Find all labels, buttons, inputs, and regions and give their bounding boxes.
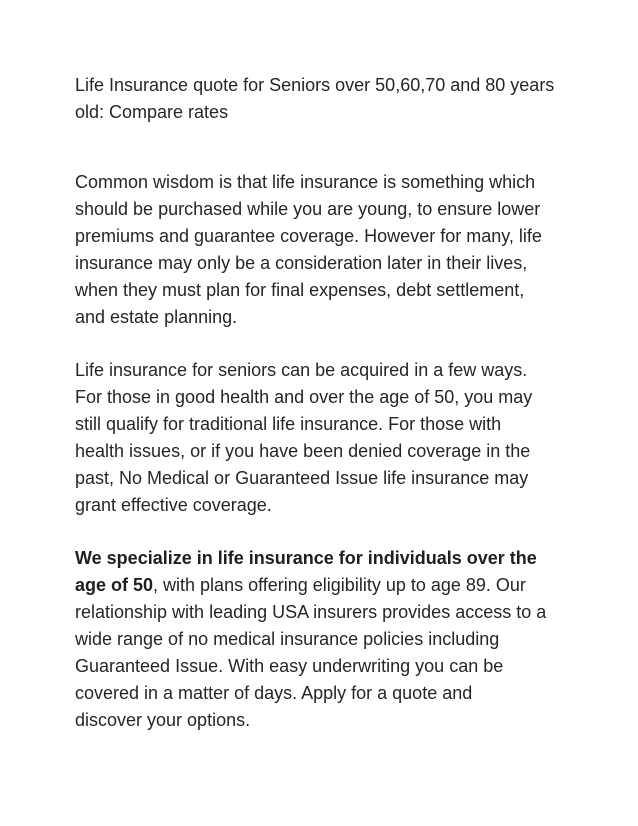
text-segment: old: Compare rates (75, 102, 229, 122)
text-segment: Guaranteed Issue. With easy underwriting you can be (75, 656, 504, 676)
text-segment: should be purchased while you are young, to ensure lower (75, 199, 541, 219)
bold-text-segment: We specialize in life insurance for individuals over the (75, 548, 537, 568)
paragraph-we-specialize (75, 545, 638, 734)
text-segment: grant effective coverage. (75, 495, 272, 515)
paragraph-common-wisdom (75, 169, 638, 331)
text-segment: and estate planning. (75, 307, 238, 327)
text-segment: health issues, or if you have been denied coverage in the (75, 441, 531, 461)
text-segment: when they must plan for final expenses, debt settlement, (75, 280, 525, 300)
text-segment: covered in a matter of days. Apply for a quote and (75, 683, 473, 703)
paragraph-acquisition-ways (75, 357, 638, 519)
text-segment: Life insurance for seniors can be acquired in a few ways. (75, 360, 528, 380)
text-segment: still qualify for traditional life insurance. For those with (75, 414, 502, 434)
text-segment: Common wisdom is that life insurance is something which (75, 172, 536, 192)
text-segment: , with plans offering eligibility up to age 89. Our (153, 575, 526, 595)
document-title (75, 72, 638, 126)
text-segment: discover your options. (75, 710, 251, 730)
text-segment: premiums and guarantee coverage. However for many, life (75, 226, 542, 246)
text-segment: relationship with leading USA insurers provides access to a (75, 602, 547, 622)
text-segment: wide range of no medical insurance policies including (75, 629, 500, 649)
bold-text-segment: age of 50 (75, 575, 154, 595)
text-segment: insurance may only be a consideration later in their lives, (75, 253, 528, 273)
text-segment: Life Insurance quote for Seniors over 50,60,70 and 80 years (75, 75, 555, 95)
text-segment: past, No Medical or Guaranteed Issue life insurance may (75, 468, 529, 488)
text-segment: For those in good health and over the age of 50, you may (75, 387, 533, 407)
